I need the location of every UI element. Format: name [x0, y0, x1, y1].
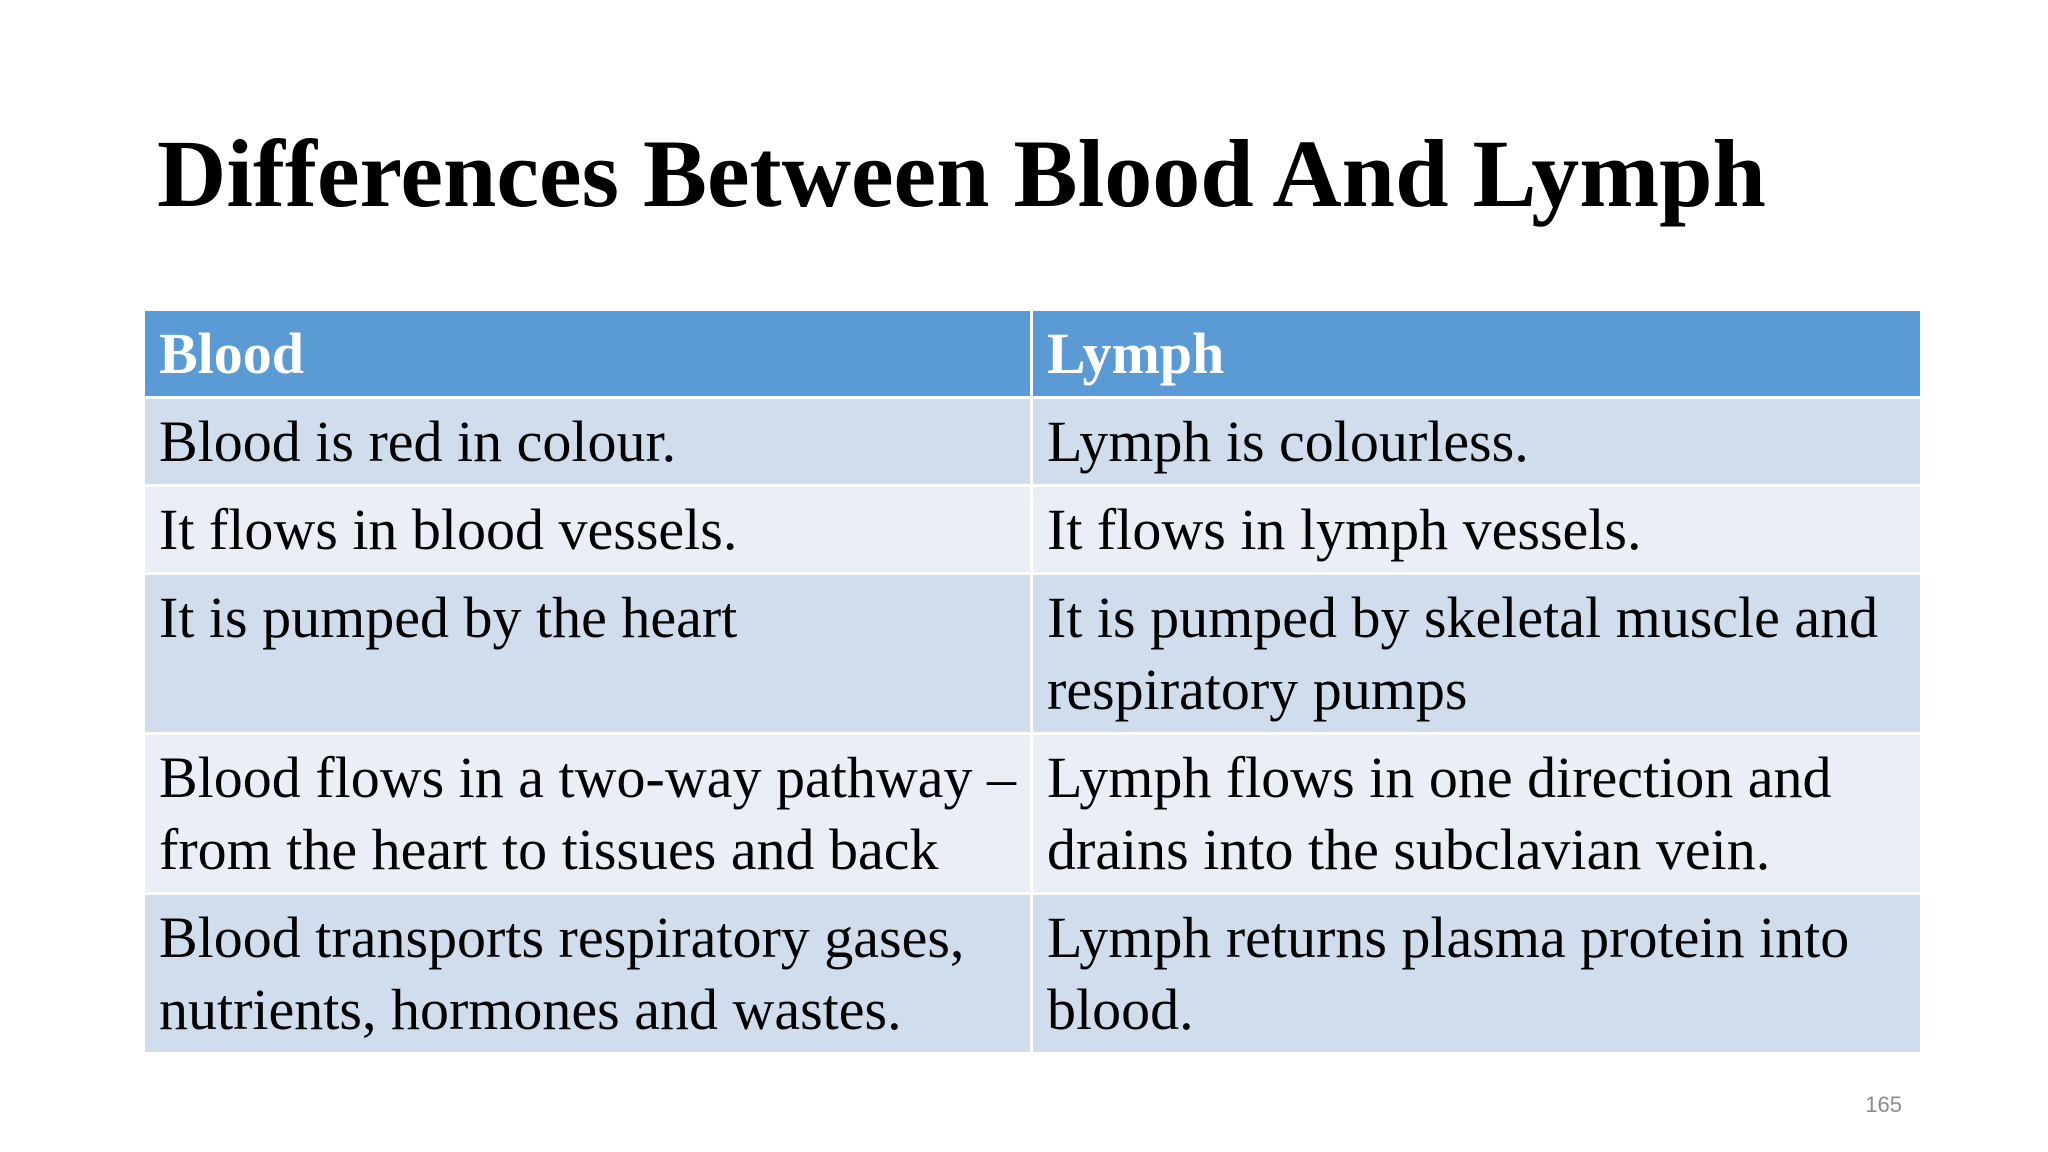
table-row	[144, 398, 1922, 486]
header-blood: Blood	[144, 310, 1032, 398]
blood-cell: It is pumped by the heart	[144, 574, 1032, 734]
slide-title: Differences Between Blood And Lymph	[157, 120, 1766, 227]
lymph-cell: Lymph returns plasma protein into blood.	[1032, 894, 1922, 1054]
table-row	[144, 574, 1922, 734]
blood-cell: Blood transports respiratory gases, nutrients, hormones and wastes.	[144, 894, 1032, 1054]
comparison-table-container	[142, 308, 1920, 1055]
lymph-cell: Lymph is colourless.	[1032, 398, 1922, 486]
table-row	[144, 486, 1922, 574]
header-lymph: Lymph	[1032, 310, 1922, 398]
blood-cell: It flows in blood vessels.	[144, 486, 1032, 574]
table-row	[144, 734, 1922, 894]
lymph-cell: It is pumped by skeletal muscle and respiratory pumps	[1032, 574, 1922, 734]
table-header-row	[144, 310, 1922, 398]
table-row	[144, 894, 1922, 1054]
page-number: 165	[1865, 1092, 1902, 1117]
blood-cell: Blood flows in a two-way pathway – from the heart to tissues and back	[144, 734, 1032, 894]
lymph-cell: It flows in lymph vessels.	[1032, 486, 1922, 574]
comparison-table	[142, 308, 1923, 1055]
lymph-cell: Lymph flows in one direction and drains into the subclavian vein.	[1032, 734, 1922, 894]
blood-cell: Blood is red in colour.	[144, 398, 1032, 486]
